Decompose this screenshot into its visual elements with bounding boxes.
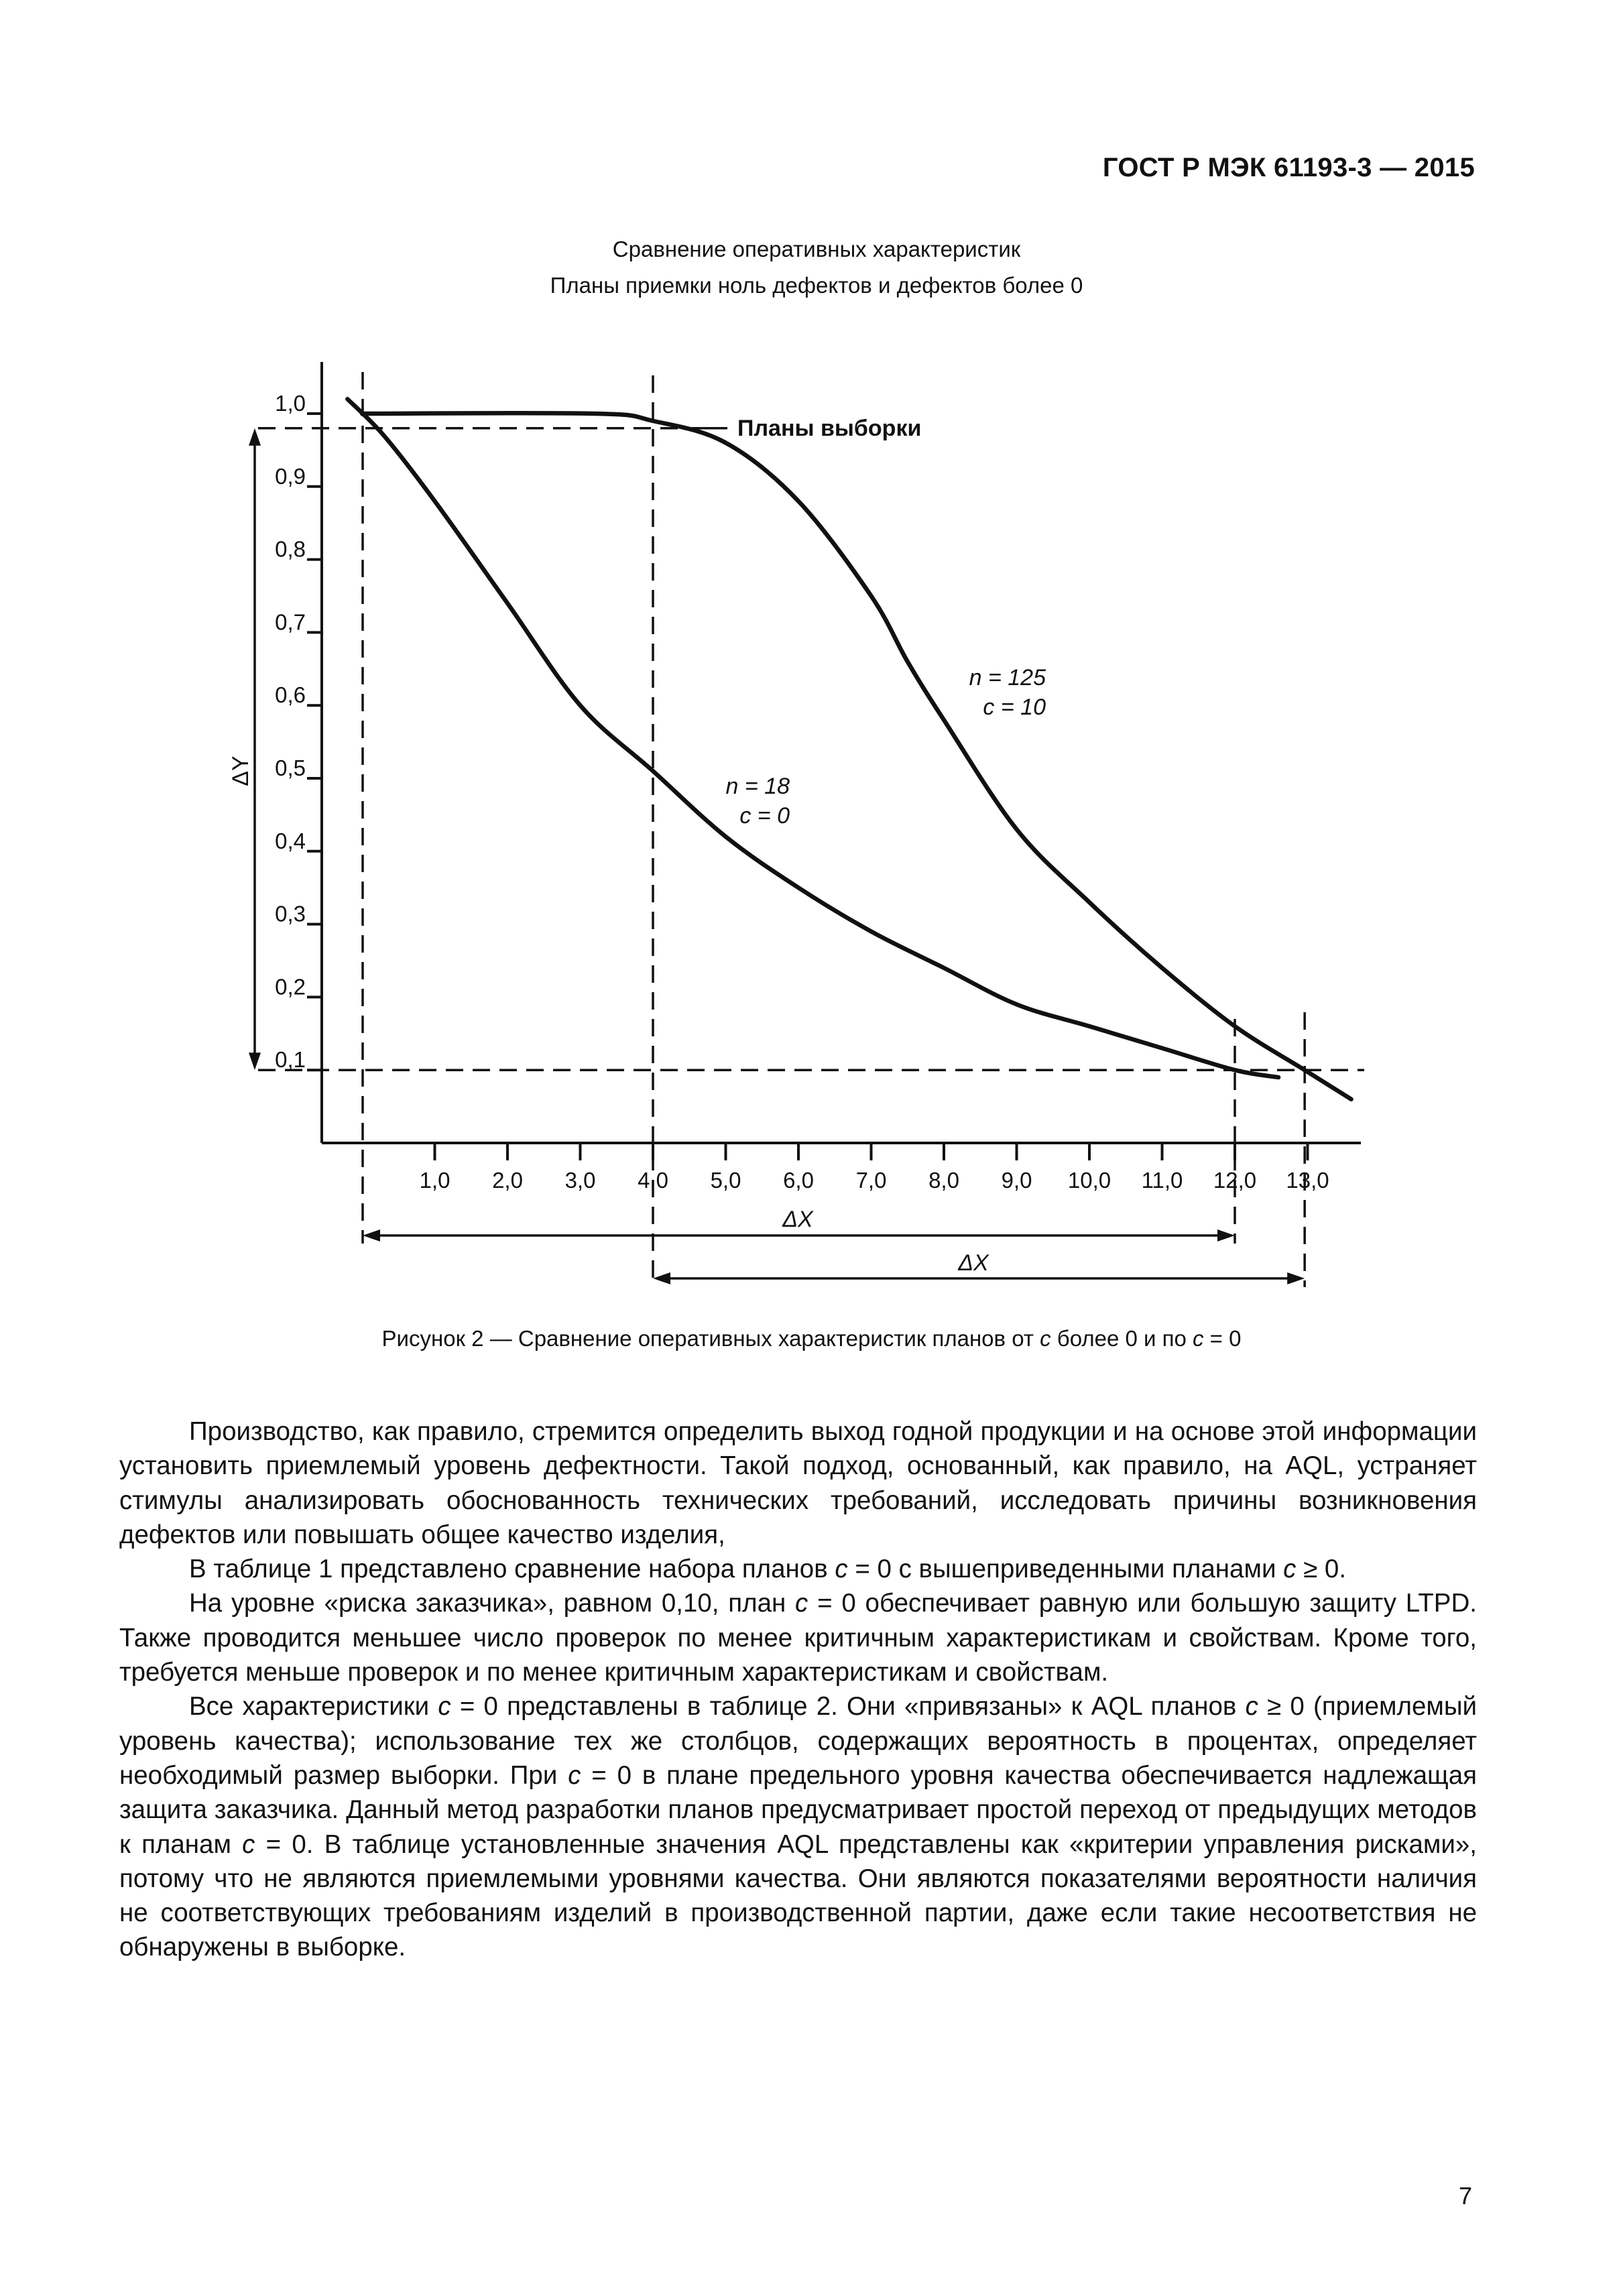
p2-part-b: = 0 с вышеприведенными планами: [847, 1555, 1284, 1584]
p3-c: c: [795, 1589, 808, 1618]
p3-part-b: = 0 обеспечивает равную или большую защиту LTPD. Также проводится меньшее число проверок по менее критичным характеристикам и свойствам. Кроме того, требуется меньше проверок и по менее критичным характеристикам и свойствам.: [119, 1589, 1477, 1687]
delta-x-arrow-2-head-right: [1287, 1272, 1305, 1284]
p2-c1: c: [835, 1555, 848, 1584]
p4-part-e: = 0. В таблице установленные значения AQL представлены как «критерии управления рисками», потому что не являются приемлемыми уровнями качества. Они являются показателями вероятности наличия не соответствующих требованиям изделий в производственной партии, даже если такие несоответствия не обнаружены в выборке.: [119, 1829, 1477, 1962]
x-tick-label: 13,0: [1286, 1168, 1329, 1193]
series-n125-label-n: n = 125: [969, 665, 1046, 690]
x-tick-label: 4,0: [638, 1168, 668, 1193]
caption-mid: более 0 и по: [1050, 1326, 1193, 1351]
y-tick-label: 0,9: [275, 463, 306, 489]
x-tick-label: 6,0: [783, 1168, 814, 1193]
x-tick-label: 11,0: [1141, 1168, 1183, 1193]
p4-part-d: = 0 в плане предельного уровня качества обеспечивается надлежащая защита заказчика. Данный метод разработки планов предусматривает простой переход от предыдущих методов к планам: [119, 1760, 1477, 1859]
x-tick-label: 7,0: [855, 1168, 887, 1193]
x-tick-label: 9,0: [1001, 1168, 1032, 1193]
y-tick-label: 0,4: [275, 828, 306, 853]
paragraph-1: Производство, как правило, стремится определить выход годной продукции и на основе этой информации установить приемлемый уровень дефектности. Такой подход, основанный, как правило, на AQL, устраняет стимулы анализировать обоснованность технических требований, исследовать причины возникновения дефектов или повышать общее качество изделия,: [119, 1417, 1477, 1549]
series-n125-label-c: c = 10: [983, 694, 1046, 720]
p2-part-a: В таблице 1 представлено сравнение набора планов: [189, 1555, 835, 1584]
page-number: 7: [1458, 2182, 1472, 2210]
y-tick-label: 0,2: [275, 974, 306, 1000]
x-tick-label: 12,0: [1213, 1168, 1257, 1193]
y-tick-label: 0,3: [275, 901, 306, 926]
delta-x-label-1: ΔX: [782, 1207, 813, 1232]
series-n18-label-c: c = 0: [739, 803, 790, 829]
y-tick-label: 0,5: [275, 756, 306, 780]
x-tick-label: 5,0: [710, 1168, 741, 1193]
document-code: ГОСТ Р МЭК 61193-3 — 2015: [1102, 153, 1475, 182]
x-tick-label: 2,0: [492, 1168, 523, 1193]
p4-c4: c: [242, 1829, 255, 1859]
figure-title-line2: Планы приемки ноль дефектов и дефектов более 0: [550, 273, 1083, 298]
p3-part-a: На уровне «риска заказчика», равном 0,10, план: [189, 1589, 796, 1618]
p4-part-b: = 0 представлены в таблице 2. Они «привязаны» к AQL планов: [450, 1692, 1246, 1721]
p2-c2: c: [1283, 1555, 1297, 1584]
caption-prefix: Рисунок 2 — Сравнение оперативных характеристик планов от: [381, 1326, 1040, 1351]
delta-x-arrow-1-head-left: [363, 1229, 380, 1242]
series-n18-label-n: n = 18: [725, 774, 790, 799]
series-n18-curve: [347, 399, 1278, 1077]
paragraph-4: [119, 1689, 1477, 1964]
x-tick-label: 3,0: [564, 1168, 596, 1193]
delta-x-arrow-2-head-left: [653, 1272, 670, 1284]
y-tick-label: 1,0: [275, 391, 306, 416]
y-tick-label: 0,8: [275, 536, 306, 562]
p4-c1: c: [438, 1692, 451, 1721]
caption-suffix: = 0: [1203, 1326, 1242, 1351]
x-tick-label: 10,0: [1067, 1168, 1111, 1193]
body-text: [119, 1414, 1477, 1965]
delta-x-label-2: ΔX: [958, 1250, 989, 1276]
delta-y-label: ΔY: [228, 756, 253, 786]
y-tick-label: 0,6: [275, 682, 306, 708]
series-n125-curve: [362, 413, 1351, 1099]
paragraph-2: [119, 1552, 1477, 1586]
p4-c3: c: [568, 1760, 581, 1790]
p4-part-a: Все характеристики: [189, 1692, 438, 1721]
x-tick-label: 1,0: [419, 1168, 450, 1193]
p4-c2: c: [1245, 1692, 1258, 1721]
delta-x-arrow-1-head-right: [1217, 1229, 1235, 1242]
p2-part-c: ≥ 0.: [1296, 1555, 1347, 1584]
caption-c1: c: [1040, 1326, 1051, 1351]
delta-y-arrow-head-up: [249, 428, 261, 446]
paragraph-3: [119, 1586, 1477, 1689]
y-tick-label: 0,7: [275, 609, 306, 635]
p4-part-c: ≥ 0 (приемлемый уровень качества); использование тех же столбцов, содержащих вероятность в процентах, определяет необходимый размер выборки. При: [119, 1692, 1477, 1790]
figure-title-line1: Сравнение оперативных характеристик: [612, 237, 1021, 261]
legend-label: Планы выборки: [737, 416, 922, 441]
figure-caption: [0, 1326, 1623, 1351]
caption-c2: c: [1192, 1326, 1204, 1351]
delta-y-arrow-head-down: [249, 1052, 261, 1070]
x-tick-label: 8,0: [928, 1168, 959, 1193]
y-tick-label: 0,1: [275, 1047, 306, 1073]
